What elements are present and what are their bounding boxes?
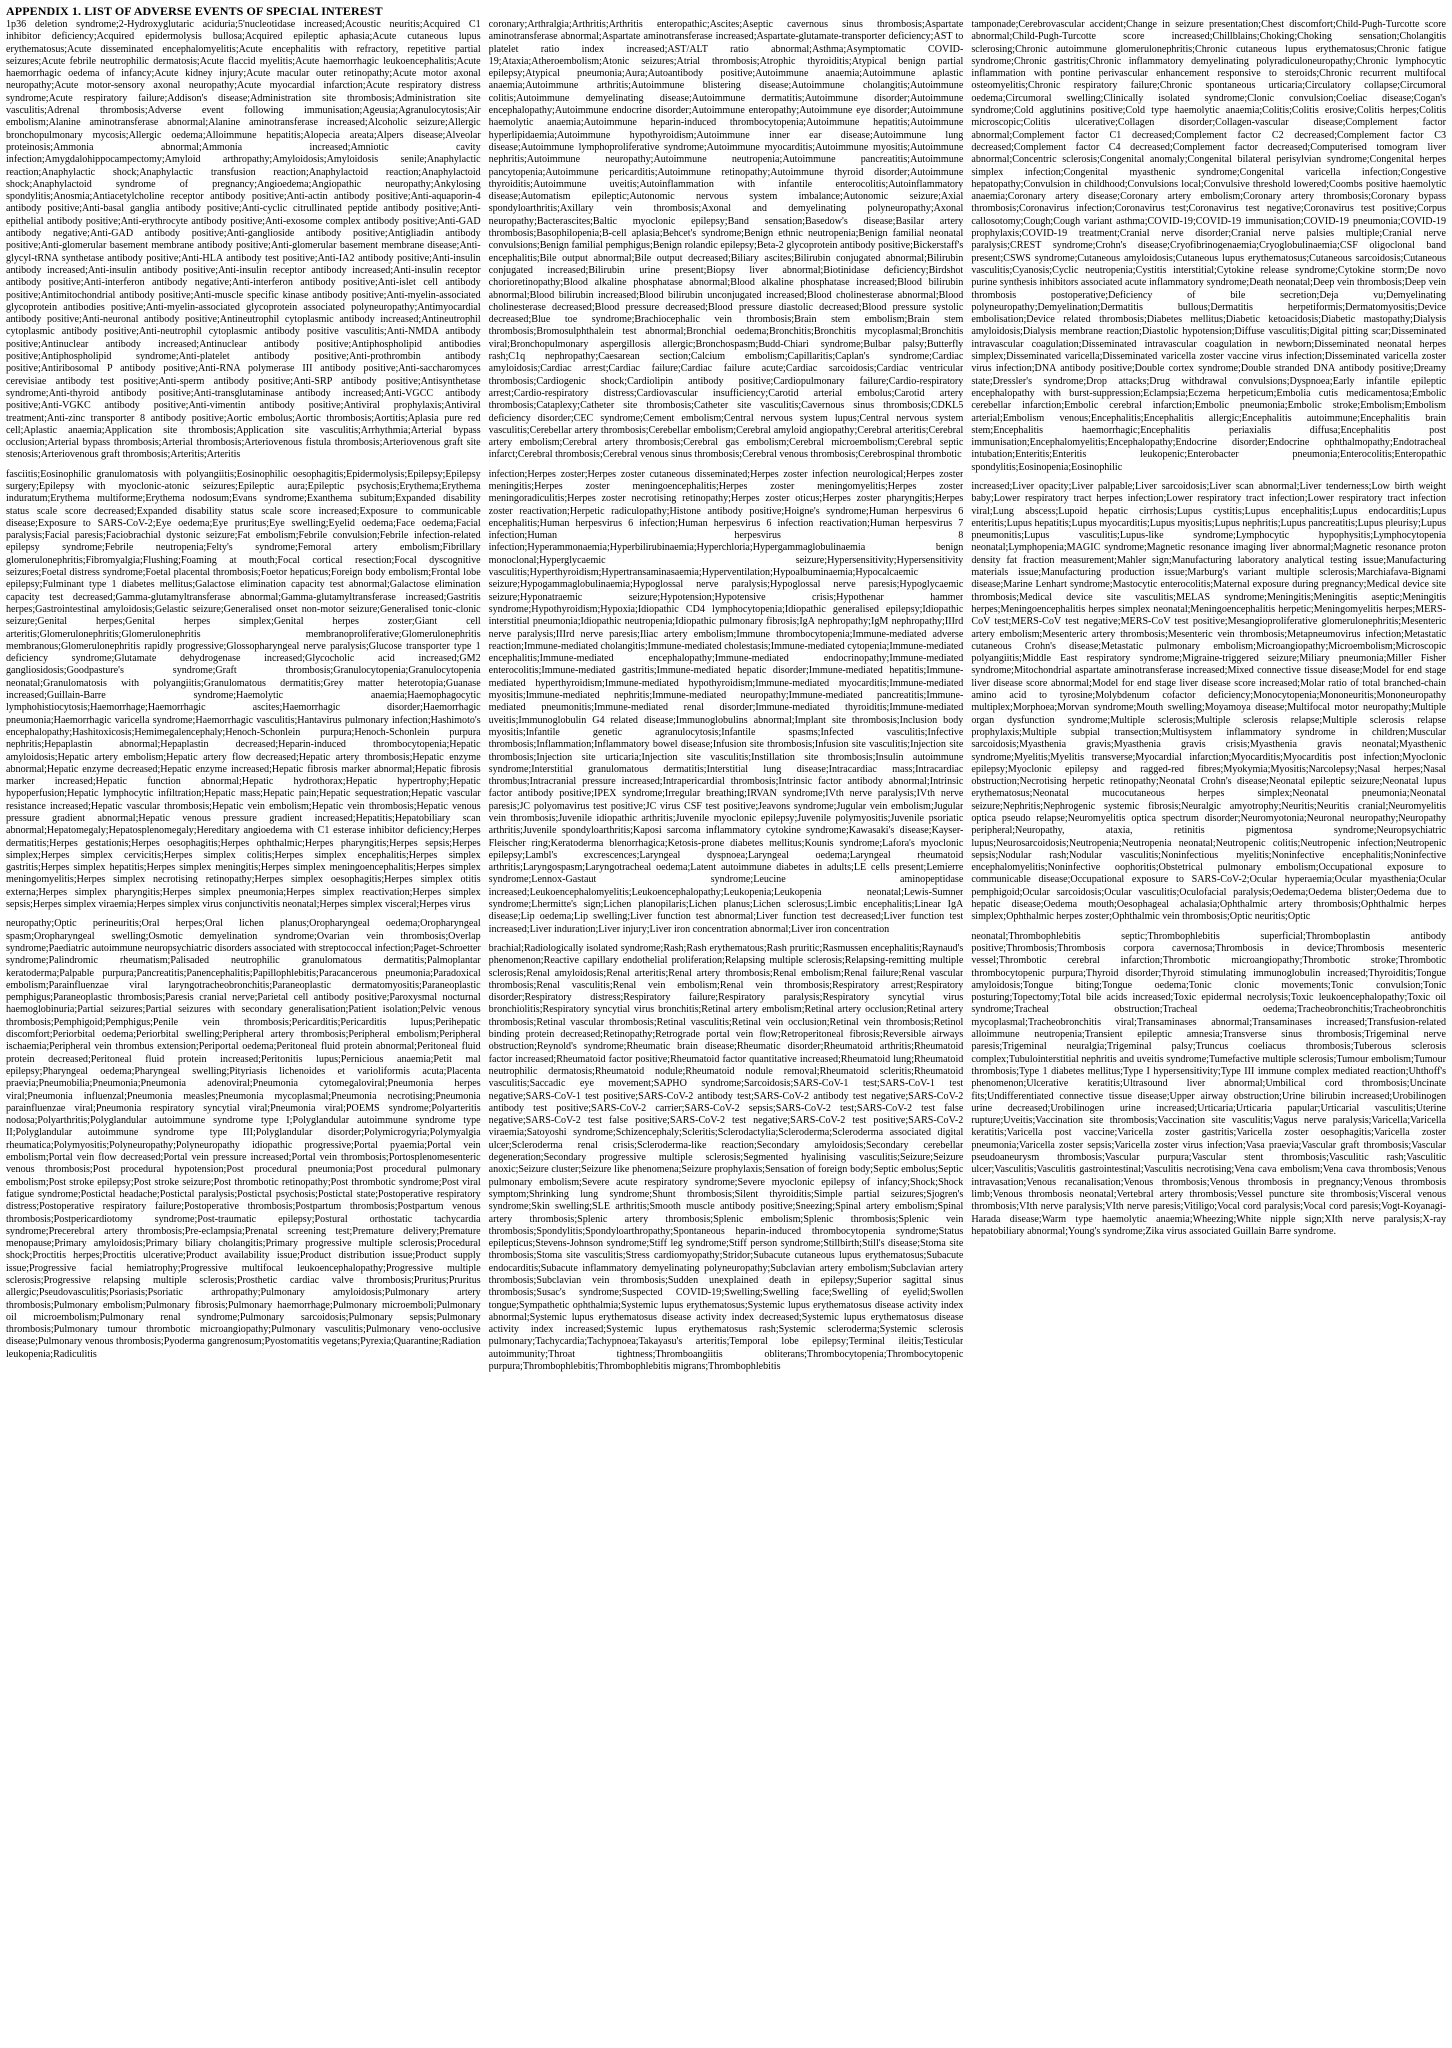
paragraph: increased;Liver opacity;Liver palpable;Liver sarcoidosis;Liver scan abnormal;Liver tenderness;Low birth weight baby;Lower respiratory tract herpes infection;Lower respiratory tract infection;Lower respiratory tract infection viral;Lung abscess;Lupoid hepatic cirrhosis;Lupus cystitis;Lupus encephalitis;Lupus endocarditis;Lupus enteritis;Lupus hepatitis;Lupus myocarditis;Lupus myositis;Lupus nephritis;Lupus pancreatitis;Lupus pleurisy;Lupus pneumonitis;Lupus vasculitis;Lupus-like syndrome;Lymphocytic hypophysitis;Lymphocytopenia neonatal;Lymphopenia;MAGIC syndrome;Magnetic resonance imaging liver abnormal;Magnetic resonance proton density fat fraction measurement;Mahler sign;Manufacturing laboratory analytical testing issue;Manufacturing materials issue;Manufacturing production issue;Marburg's variant multiple sclerosis;Marchiafava-Bignami disease;Marine Lenhart syndrome;Mastocytic enterocolitis;Maternal exposure during pregnancy;Medical device site thrombosis;Medical device site vasculitis;MELAS syndrome;Meningitis;Meningitis aseptic;Meningitis herpes;Meningoencephalitis herpes simplex neonatal;Meningoencephalitis herpetic;Meningomyelitis herpes;MERS-CoV test;MERS-CoV test negative;MERS-CoV test positive;Mesangioproliferative glomerulonephritis;Mesenteric artery embolism;Mesenteric artery thrombosis;Mesenteric vein thrombosis;Metapneumovirus infection;Metastatic cutaneous Crohn's disease;Metastatic pulmonary embolism;Microangiopathy;Microembolism;Microscopic polyangiitis;Middle East respiratory syndrome;Migraine-triggered seizure;Miliary pneumonia;Miller Fisher syndrome;Mitochondrial aspartate aminotransferase increased;Mixed connective tissue disease;Model for end stage liver disease score abnormal;Model for end stage liver disease score increased;Molar ratio of total branched-chain amino acid to tyrosine;Molybdenum cofactor deficiency;Monocytopenia;Mononeuritis;Mononeuropathy multiplex;Morphoea;Morvan syndrome;Mouth swelling;Moyamoya disease;Multifocal motor neuropathy;Multiple organ dysfunction syndrome;Multiple sclerosis;Multiple sclerosis relapse;Multiple sclerosis relapse prophylaxis;Multiple subpial transection;Multisystem inflammatory syndrome in children;Muscular sarcoidosis;Myasthenia gravis;Myasthenia gravis crisis;Myasthenia gravis neonatal;Myasthenic syndrome;Myelitis;Myelitis transverse;Myocardial infarction;Myocarditis;Myocarditis post infection;Myoclonic epilepsy;Myoclonic epilepsy and ragged-red fibres;Myokymia;Myositis;Narcolepsy;Nasal herpes;Nasal obstruction;Necrotising herpetic retinopathy;Neonatal Crohn's disease;Neonatal epileptic seizure;Neonatal lupus erythematosus;Neonatal mucocutaneous herpes simplex;Neonatal pneumonia;Neonatal seizure;Nephritis;Nephrogenic systemic fibrosis;Neuralgic amyotrophy;Neuritis;Neuritis cranial;Neuromyelitis optica pseudo relapse;Neuromyelitis optica spectrum disorder;Neuromyotonia;Neuronal neuropathy;Neuropathy peripheral;Neuropathy, ataxia, retinitis pigmentosa syndrome;Neuropsychiatric lupus;Neurosarcoidosis;Neutropenia;Neutropenia neonatal;Neutropenic colitis;Neutropenic infection;Neutropenic sepsis;Nodular rash;Nodular vasculitis;Noninfectious myelitis;Noninfective encephalitis;Noninfective encephalomyelitis;Noninfective oophoritis;Obstetrical pulmonary embolism;Occupational exposure to communicable disease;Occupational exposure to SARS-CoV-2;Ocular hyperaemia;Ocular myasthenia;Ocular pemphigoid;Ocular sarcoidosis;Ocular vasculitis;Oculofacial paralysis;Oedema;Oedema blister;Oedema due to hepatic disease;Oedema mouth;Oesophageal achalasia;Ophthalmic artery thrombosis;Ophthalmic herpes simplex;Ophthalmic herpes zoster;Ophthalmic vein thrombosis;Optic neuritis;Optic <box>971 480 1447 923</box>
paragraph: tamponade;Cerebrovascular accident;Change in seizure presentation;Chest discomfort;Child-Pugh-Turcotte score abnormal;Child-Pugh-Turcotte score increased;Chillblains;Choking;Choking sensation;Cholangitis sclerosing;Chronic autoimmune glomerulonephritis;Chronic cutaneous lupus erythematosus;Chronic fatigue syndrome;Chronic gastritis;Chronic inflammatory demyelinating polyradiculoneuropathy;Chronic lymphocytic inflammation with pontine perivascular enhancement responsive to steroids;Chronic recurrent multifocal osteomyelitis;Chronic respiratory failure;Chronic spontaneous urticaria;Circulatory collapse;Circumoral oedema;Circumoral swelling;Clinically isolated syndrome;Clonic convulsion;Coeliac disease;Cogan's syndrome;Cold agglutinins positive;Cold type haemolytic anaemia;Colitis;Colitis erosive;Colitis herpes;Colitis microscopic;Colitis ulcerative;Collagen disorder;Collagen-vascular disease;Complement factor abnormal;Complement factor C1 decreased;Complement factor C2 decreased;Complement factor C3 decreased;Complement factor C4 decreased;Complement factor decreased;Computerised tomogram liver abnormal;Concentric sclerosis;Congenital anomaly;Congenital bilateral perisylvian syndrome;Congenital herpes simplex infection;Congenital myasthenic syndrome;Congenital varicella infection;Congestive hepatopathy;Convulsion in childhood;Convulsions local;Convulsive threshold lowered;Coombs positive haemolytic anaemia;Coronary artery disease;Coronary artery embolism;Coronary artery thrombosis;Coronary bypass thrombosis;Coronavirus infection;Coronavirus test;Coronavirus test negative;Coronavirus test positive;Corpus callosotomy;Cough;Cough variant asthma;COVID-19;COVID-19 immunisation;COVID-19 pneumonia;COVID-19 prophylaxis;COVID-19 treatment;Cranial nerve disorder;Cranial nerve palsies multiple;Cranial nerve paralysis;CREST syndrome;Crohn's disease;Cryofibrinogenaemia;Cryoglobulinaemia;CSF oligoclonal band present;CSWS syndrome;Cutaneous amyloidosis;Cutaneous lupus erythematosus;Cutaneous sarcoidosis;Cutaneous vasculitis;Cyanosis;Cyclic neutropenia;Cystitis interstitial;Cytokine release syndrome;Cytokine storm;De novo purine synthesis inhibitors associated acute inflammatory syndrome;Death neonatal;Deep vein thrombosis;Deep vein thrombosis postoperative;Deficiency of bile secretion;Deja vu;Demyelinating polyneuropathy;Demyelination;Dermatitis bullous;Dermatitis herpetiformis;Dermatomyositis;Device embolisation;Device related thrombosis;Diabetes mellitus;Diabetic ketoacidosis;Diabetic mastopathy;Dialysis amyloidosis;Dialysis membrane reaction;Diastolic hypotension;Diffuse vasculitis;Digital pitting scar;Disseminated intravascular coagulation;Disseminated intravascular coagulation in newborn;Disseminated neonatal herpes simplex;Disseminated varicella;Disseminated varicella zoster vaccine virus infection;Disseminated varicella zoster virus infection;DNA antibody positive;Double cortex syndrome;Double stranded DNA antibody positive;Dreamy state;Dressler's syndrome;Drop attacks;Drug withdrawal convulsions;Dyspnoea;Early infantile epileptic encephalopathy with burst-suppression;Eclampsia;Eczema herpeticum;Embolia cutis medicamentosa;Embolic cerebellar infarction;Embolic cerebral infarction;Embolic pneumonia;Embolic stroke;Embolism;Embolism arterial;Embolism venous;Encephalitis;Encephalitis allergic;Encephalitis autoimmune;Encephalitis brain stem;Encephalitis haemorrhagic;Encephalitis periaxialis diffusa;Encephalitis post immunisation;Encephalomyelitis;Encephalopathy;Endocrine disorder;Endocrine ophthalmopathy;Endotracheal intubation;Enteritis;Enteritis leukopenic;Enterobacter pneumonia;Enterocolitis;Enteropathic spondylitis;Eosinopenia;Eosinophilic <box>971 19 1447 473</box>
paragraph: infection;Herpes zoster;Herpes zoster cutaneous disseminated;Herpes zoster infection neurological;Herpes zoster meningitis;Herpes zoster meningoencephalitis;Herpes zoster meningomyelitis;Herpes zoster meningoradiculitis;Herpes zoster necrotising retinopathy;Herpes zoster oticus;Herpes zoster pharyngitis;Herpes zoster reactivation;Herpetic radiculopathy;Histone antibody positive;Hoigne's syndrome;Human herpesvirus 6 encephalitis;Human herpesvirus 6 infection;Human herpesvirus 6 infection reactivation;Human herpesvirus 7 infection;Human herpesvirus 8 infection;Hyperammonaemia;Hyperbilirubinaemia;Hyperchloria;Hypergammaglobulinaemia benign monoclonal;Hyperglycaemic seizure;Hypersensitivity;Hypersensitivity vasculitis;Hyperthyroidism;Hypertransaminasaemia;Hyperventilation;Hypoalbuminaemia;Hypocalcaemic seizure;Hypogammaglobulinaemia;Hypoglossal nerve paralysis;Hypoglossal nerve paresis;Hypoglycaemic seizure;Hyponatraemic seizure;Hypotension;Hypotensive crisis;Hypothenar hammer syndrome;Hypothyroidism;Hypoxia;Idiopathic CD4 lymphocytopenia;Idiopathic generalised epilepsy;Idiopathic interstitial pneumonia;Idiopathic neutropenia;Idiopathic pulmonary fibrosis;IgA nephropathy;IgM nephropathy;IIIrd nerve paralysis;IIIrd nerve paresis;Iliac artery embolism;Immune thrombocytopenia;Immune-mediated adverse reaction;Immune-mediated cholangitis;Immune-mediated cholestasis;Immune-mediated cytopenia;Immune-mediated encephalitis;Immune-mediated encephalopathy;Immune-mediated endocrinopathy;Immune-mediated enterocolitis;Immune-mediated gastritis;Immune-mediated hepatic disorder;Immune-mediated hepatitis;Immune-mediated hyperthyroidism;Immune-mediated hypothyroidism;Immune-mediated myocarditis;Immune-mediated myositis;Immune-mediated nephritis;Immune-mediated neuropathy;Immune-mediated pancreatitis;Immune-mediated pneumonitis;Immune-mediated renal disorder;Immune-mediated thyroiditis;Immune-mediated uveitis;Immunoglobulin G4 related disease;Immunoglobulins abnormal;Implant site thrombosis;Inclusion body myositis;Infantile genetic agranulocytosis;Infantile spasms;Infected vasculitis;Infective thrombosis;Inflammation;Inflammatory bowel disease;Infusion site thrombosis;Infusion site vasculitis;Injection site thrombosis;Injection site urticaria;Injection site vasculitis;Instillation site thrombosis;Insulin autoimmune syndrome;Interstitial granulomatous dermatitis;Interstitial lung disease;Intracardiac mass;Intracardiac thrombus;Intracranial pressure increased;Intrapericardial thrombosis;Intrinsic factor antibody abnormal;Intrinsic factor antibody positive;IPEX syndrome;Irregular breathing;IRVAN syndrome;IVth nerve paralysis;IVth nerve paresis;JC polyomavirus test positive;JC virus CSF test positive;Jeavons syndrome;Jugular vein embolism;Jugular vein thrombosis;Juvenile idiopathic arthritis;Juvenile myoclonic epilepsy;Juvenile polymyositis;Juvenile psoriatic arthritis;Juvenile spondyloarthritis;Kaposi sarcoma inflammatory cytokine syndrome;Kawasaki's disease;Kayser-Fleischer ring;Keratoderma blenorrhagica;Ketosis-prone diabetes mellitus;Kounis syndrome;Lafora's myoclonic epilepsy;Lambl's excrescences;Laryngeal dyspnoea;Laryngeal oedema;Laryngeal rheumatoid arthritis;Laryngospasm;Laryngotracheal oedema;Latent autoimmune diabetes in adults;LE cells present;Lemierre syndrome;Lennox-Gastaut syndrome;Leucine aminopeptidase increased;Leukoencephalomyelitis;Leukoencephalopathy;Leukopenia;Leukopenia neonatal;Lewis-Sumner syndrome;Lhermitte's sign;Lichen planopilaris;Lichen planus;Lichen sclerosus;Limbic encephalitis;Linear IgA disease;Lip oedema;Lip swelling;Liver function test abnormal;Liver function test decreased;Liver function test increased;Liver induration;Liver injury;Liver iron concentration abnormal;Liver iron concentration <box>488 468 964 935</box>
column-middle <box>489 19 964 2047</box>
paragraph: fasciitis;Eosinophilic granulomatosis with polyangiitis;Eosinophilic oesophagitis;Epidermolysis;Epilepsy;Epilepsy surgery;Epilepsy with myoclonic-atonic seizures;Epileptic aura;Epileptic psychosis;Erythema;Erythema induratum;Erythema multiforme;Erythema nodosum;Evans syndrome;Exanthema subitum;Expanded disability status scale score decreased;Expanded disability status scale score increased;Exposure to communicable disease;Exposure to SARS-CoV-2;Eye oedema;Eye pruritus;Eye swelling;Eyelid oedema;Face oedema;Facial paralysis;Facial paresis;Faciobrachial dystonic seizure;Fat embolism;Febrile convulsion;Febrile infection-related epilepsy syndrome;Febrile neutropenia;Felty's syndrome;Femoral artery embolism;Fibrillary glomerulonephritis;Fibromyalgia;Flushing;Foaming at mouth;Focal cortical resection;Focal dyscognitive seizures;Foetal distress syndrome;Foetal placental thrombosis;Foetor hepaticus;Foreign body embolism;Frontal lobe epilepsy;Fulminant type 1 diabetes mellitus;Galactose elimination capacity test abnormal;Galactose elimination capacity test decreased;Gamma-glutamyltransferase abnormal;Gamma-glutamyltransferase increased;Gastritis herpes;Gastrointestinal amyloidosis;Gelastic seizure;Generalised onset non-motor seizure;Generalised tonic-clonic seizure;Genital herpes;Genital herpes simplex;Genital herpes zoster;Giant cell arteritis;Glomerulonephritis;Glomerulonephritis membranoproliferative;Glomerulonephritis membranous;Glomerulonephritis rapidly progressive;Glossopharyngeal nerve paralysis;Glucose transporter type 1 deficiency syndrome;Glutamate dehydrogenase increased;Glycocholic acid increased;GM2 gangliosidosis;Goodpasture's syndrome;Graft thrombosis;Granulocytopenia;Granulocytopenia neonatal;Granulomatosis with polyangiitis;Granulomatous dermatitis;Grey matter heterotopia;Guanase increased;Guillain-Barre syndrome;Haemolytic anaemia;Haemophagocytic lymphohistiocytosis;Haemorrhage;Haemorrhagic ascites;Haemorrhagic disorder;Haemorrhagic pneumonia;Haemorrhagic varicella syndrome;Haemorrhagic vasculitis;Hantavirus pulmonary infection;Hashimoto's encephalopathy;Hashitoxicosis;Hemimegalencephaly;Henoch-Schonlein purpura;Henoch-Schonlein purpura nephritis;Hepaplastin abnormal;Hepaplastin decreased;Heparin-induced thrombocytopenia;Hepatic amyloidosis;Hepatic artery embolism;Hepatic artery flow decreased;Hepatic artery thrombosis;Hepatic enzyme abnormal;Hepatic enzyme decreased;Hepatic enzyme increased;Hepatic fibrosis marker abnormal;Hepatic fibrosis marker increased;Hepatic function abnormal;Hepatic hydrothorax;Hepatic hypertrophy;Hepatic hypoperfusion;Hepatic lymphocytic infiltration;Hepatic mass;Hepatic pain;Hepatic sequestration;Hepatic vascular resistance increased;Hepatic vascular thrombosis;Hepatic vein embolism;Hepatic vein thrombosis;Hepatic venous pressure gradient abnormal;Hepatic venous pressure gradient increased;Hepatitis;Hepatobiliary scan abnormal;Hepatomegaly;Hepatosplenomegaly;Hereditary angioedema with C1 esterase inhibitor deficiency;Herpes dermatitis;Herpes gestationis;Herpes oesophagitis;Herpes ophthalmic;Herpes pharyngitis;Herpes sepsis;Herpes simplex;Herpes simplex cervicitis;Herpes simplex colitis;Herpes simplex encephalitis;Herpes simplex gastritis;Herpes simplex hepatitis;Herpes simplex meningitis;Herpes simplex meningoencephalitis;Herpes simplex meningomyelitis;Herpes simplex necrotising retinopathy;Herpes simplex oesophagitis;Herpes simplex otitis externa;Herpes simplex pharyngitis;Herpes simplex pneumonia;Herpes simplex reactivation;Herpes simplex sepsis;Herpes simplex viraemia;Herpes simplex virus conjunctivitis neonatal;Herpes simplex visceral;Herpes virus <box>6 468 481 911</box>
paragraph: neonatal;Thrombophlebitis septic;Thrombophlebitis superficial;Thromboplastin antibody positive;Thrombosis;Thrombosis corpora cavernosa;Thrombosis in device;Thrombosis mesenteric vessel;Thrombotic cerebral infarction;Thrombotic microangiopathy;Thrombotic stroke;Thrombotic thrombocytopenic purpura;Thyroid disorder;Thyroid stimulating immunoglobulin increased;Thyroiditis;Tongue amyloidosis;Tongue biting;Tongue oedema;Tonic clonic movements;Tonic convulsion;Tonic posturing;Topectomy;Total bile acids increased;Toxic epidermal necrolysis;Toxic leukoencephalopathy;Toxic oil syndrome;Tracheal obstruction;Tracheal oedema;Tracheobronchitis;Tracheobronchitis mycoplasmal;Tracheobronchitis viral;Transaminases abnormal;Transaminases increased;Transfusion-related alloimmune neutropenia;Transient epileptic amnesia;Transverse sinus thrombosis;Trigeminal nerve paresis;Trigeminal neuralgia;Trigeminal palsy;Truncus coeliacus thrombosis;Tuberous sclerosis complex;Tubulointerstitial nephritis and uveitis syndrome;Tumefactive multiple sclerosis;Tumour embolism;Tumour thrombosis;Type 1 diabetes mellitus;Type I hypersensitivity;Type III immune complex mediated reaction;Uhthoff's phenomenon;Ulcerative keratitis;Ultrasound liver abnormal;Umbilical cord thrombosis;Uncinate fits;Undifferentiated connective tissue disease;Upper airway obstruction;Urine bilirubin increased;Urobilinogen urine decreased;Urobilinogen urine increased;Urticaria;Urticaria papular;Urticarial vasculitis;Uterine rupture;Uveitis;Vaccination site thrombosis;Vaccination site vasculitis;Vagus nerve paralysis;Varicella;Varicella keratitis;Varicella post vaccine;Varicella zoster gastritis;Varicella zoster oesophagitis;Varicella zoster pneumonia;Varicella zoster sepsis;Varicella zoster virus infection;Vasa praevia;Vascular graft thrombosis;Vascular pseudoaneurysm thrombosis;Vascular purpura;Vascular stent thrombosis;Vasculitic rash;Vasculitic ulcer;Vasculitis;Vasculitis gastrointestinal;Vasculitis necrotising;Vena cava embolism;Vena cava thrombosis;Venous intravasation;Venous recanalisation;Venous thrombosis;Venous thrombosis in pregnancy;Venous thrombosis limb;Venous thrombosis neonatal;Vertebral artery thrombosis;Vessel puncture site thrombosis;Visceral venous thrombosis;VIth nerve paralysis;VIth nerve paresis;Vitiligo;Vocal cord paralysis;Vocal cord paresis;Vogt-Koyanagi-Harada disease;Warm type haemolytic anaemia;Wheezing;White nipple sign;XIth nerve paralysis;X-ray hepatobiliary abnormal;Young's syndrome;Zika virus associated Guillain Barre syndrome. <box>971 930 1447 1237</box>
paragraph: coronary;Arthralgia;Arthritis;Arthritis enteropathic;Ascites;Aseptic cavernous sinus thrombosis;Aspartate aminotransferase abnormal;Aspartate aminotransferase increased;Aspartate-glutamate-transporter deficiency;AST to platelet ratio index increased;AST/ALT ratio abnormal;Asthma;Asymptomatic COVID-19;Ataxia;Atheroembolism;Atonic seizures;Atrial thrombosis;Atrophic thyroiditis;Atypical benign partial epilepsy;Atypical pneumonia;Aura;Autoantibody positive;Autoimmune anaemia;Autoimmune aplastic anaemia;Autoimmune arthritis;Autoimmune blistering disease;Autoimmune cholangitis;Autoimmune colitis;Autoimmune demyelinating disease;Autoimmune dermatitis;Autoimmune disorder;Autoimmune encephalopathy;Autoimmune endocrine disorder;Autoimmune enteropathy;Autoimmune eye disorder;Autoimmune haemolytic anaemia;Autoimmune heparin-induced thrombocytopenia;Autoimmune hepatitis;Autoimmune hyperlipidaemia;Autoimmune hypothyroidism;Autoimmune inner ear disease;Autoimmune lung disease;Autoimmune lymphoproliferative syndrome;Autoimmune myocarditis;Autoimmune myositis;Autoimmune nephritis;Autoimmune neuropathy;Autoimmune neutropenia;Autoimmune pancreatitis;Autoimmune pancytopenia;Autoimmune pericarditis;Autoimmune retinopathy;Autoimmune thyroid disorder;Autoimmune thyroiditis;Autoimmune uveitis;Autoinflammation with infantile enterocolitis;Autoinflammatory disease;Automatism epileptic;Autonomic nervous system imbalance;Autonomic seizure;Axial spondyloarthritis;Axillary vein thrombosis;Axonal and demyelinating polyneuropathy;Axonal neuropathy;Bacterascites;Baltic myoclonic epilepsy;Band sensation;Basedow's disease;Basilar artery thrombosis;Basophilopenia;B-cell aplasia;Behcet's syndrome;Benign ethnic neutropenia;Benign familial neonatal convulsions;Benign familial pemphigus;Benign rolandic epilepsy;Beta-2 glycoprotein antibody positive;Bickerstaff's encephalitis;Bile output abnormal;Bile output decreased;Biliary ascites;Bilirubin conjugated abnormal;Bilirubin conjugated increased;Bilirubin urine present;Biopsy liver abnormal;Biotinidase deficiency;Birdshot chorioretinopathy;Blood alkaline phosphatase abnormal;Blood alkaline phosphatase increased;Blood bilirubin abnormal;Blood bilirubin increased;Blood bilirubin unconjugated increased;Blood cholinesterase abnormal;Blood cholinesterase decreased;Blood pressure decreased;Blood pressure diastolic decreased;Blood pressure systolic decreased;Blue toe syndrome;Brachiocephalic vein thrombosis;Brain stem embolism;Brain stem thrombosis;Bromosulphthalein test abnormal;Bronchial oedema;Bronchitis;Bronchitis mycoplasmal;Bronchitis viral;Bronchopulmonary aspergillosis allergic;Bronchospasm;Budd-Chiari syndrome;Bulbar palsy;Butterfly rash;C1q nephropathy;Caesarean section;Calcium embolism;Capillaritis;Caplan's syndrome;Cardiac amyloidosis;Cardiac arrest;Cardiac failure;Cardiac failure acute;Cardiac sarcoidosis;Cardiac ventricular thrombosis;Cardiogenic shock;Cardiolipin antibody positive;Cardiopulmonary failure;Cardio-respiratory arrest;Cardio-respiratory distress;Cardiovascular insufficiency;Carotid arterial embolus;Carotid artery thrombosis;Cataplexy;Catheter site thrombosis;Catheter site vasculitis;Cavernous sinus thrombosis;CDKL5 deficiency disorder;CEC syndrome;Cement embolism;Central nervous system lupus;Central nervous system vasculitis;Cerebellar artery thrombosis;Cerebellar embolism;Cerebral amyloid angiopathy;Cerebral arteritis;Cerebral artery embolism;Cerebral artery thrombosis;Cerebral gas embolism;Cerebral microembolism;Cerebral septic infarct;Cerebral thrombosis;Cerebral venous sinus thrombosis;Cerebral venous thrombosis;Cerebrospinal thrombotic <box>488 19 964 461</box>
column-right <box>971 19 1446 2047</box>
paragraph: 1p36 deletion syndrome;2-Hydroxyglutaric aciduria;5'nucleotidase increased;Acoustic neuritis;Acquired C1 inhibitor deficiency;Acquired epidermolysis bullosa;Acquired epileptic aphasia;Acute cutaneous lupus erythematosus;Acute disseminated encephalomyelitis;Acute encephalitis with refractory, repetitive partial seizures;Acute febrile neutrophilic dermatosis;Acute flaccid myelitis;Acute haemorrhagic leukoencephalitis;Acute haemorrhagic oedema of infancy;Acute kidney injury;Acute macular outer retinopathy;Acute motor axonal neuropathy;Acute motor-sensory axonal neuropathy;Acute myocardial infarction;Acute respiratory distress syndrome;Acute respiratory failure;Addison's disease;Administration site thrombosis;Administration site vasculitis;Adrenal thrombosis;Adverse event following immunisation;Ageusia;Agranulocytosis;Air embolism;Alanine aminotransferase abnormal;Alanine aminotransferase increased;Alcoholic seizure;Allergic bronchopulmonary mycosis;Allergic oedema;Alloimmune hepatitis;Alopecia areata;Alpers disease;Alveolar proteinosis;Ammonia abnormal;Ammonia increased;Amniotic cavity infection;Amygdalohippocampectomy;Amyloid arthropathy;Amyloidosis;Amyloidosis senile;Anaphylactic reaction;Anaphylactic shock;Anaphylactic transfusion reaction;Anaphylactoid reaction;Anaphylactoid shock;Anaphylactoid syndrome of pregnancy;Angioedema;Angiopathic neuropathy;Ankylosing spondylitis;Anosmia;Antiacetylcholine receptor antibody positive;Anti-actin antibody positive;Anti-aquaporin-4 antibody positive;Anti-basal ganglia antibody positive;Anti-cyclic citrullinated peptide antibody positive;Anti-epithelial antibody positive;Anti-erythrocyte antibody positive;Anti-exosome complex antibody positive;Anti-GAD antibody negative;Anti-GAD antibody positive;Anti-ganglioside antibody positive;Antigliadin antibody positive;Anti-glomerular basement membrane antibody positive;Anti-glomerular basement membrane disease;Anti-glycyl-tRNA synthetase antibody positive;Anti-HLA antibody test positive;Anti-IA2 antibody positive;Anti-insulin antibody increased;Anti-insulin antibody positive;Anti-insulin receptor antibody increased;Anti-insulin receptor antibody positive;Anti-interferon antibody negative;Anti-interferon antibody positive;Anti-islet cell antibody positive;Antimitochondrial antibody positive;Anti-muscle specific kinase antibody positive;Anti-myelin-associated glycoprotein antibodies positive;Anti-myelin-associated glycoprotein associated polyneuropathy;Antimyocardial antibody positive;Anti-neuronal antibody positive;Antineutrophil cytoplasmic antibody increased;Antineutrophil cytoplasmic antibody positive;Anti-neutrophil cytoplasmic antibody positive vasculitis;Anti-NMDA antibody positive;Antinuclear antibody increased;Antinuclear antibody positive;Antiphospholipid antibodies positive;Antiphospholipid syndrome;Anti-platelet antibody positive;Anti-prothrombin antibody positive;Antiribosomal P antibody positive;Anti-RNA polymerase III antibody positive;Anti-saccharomyces cerevisiae antibody test positive;Anti-sperm antibody positive;Anti-SRP antibody positive;Antisynthetase syndrome;Anti-thyroid antibody positive;Anti-transglutaminase antibody increased;Anti-VGCC antibody positive;Anti-VGKC antibody positive;Anti-vimentin antibody positive;Antiviral prophylaxis;Antiviral treatment;Anti-zinc transporter 8 antibody positive;Aortic embolus;Aortic thrombosis;Aortitis;Aplasia pure red cell;Aplastic anaemia;Application site thrombosis;Application site vasculitis;Arrhythmia;Arterial bypass occlusion;Arterial bypass thrombosis;Arterial thrombosis;Arteriovenous fistula thrombosis;Arteriovenous graft site stenosis;Arteriovenous graft thrombosis;Arteritis;Arteritis <box>6 19 481 461</box>
paragraph: brachial;Radiologically isolated syndrome;Rash;Rash erythematous;Rash pruritic;Rasmussen encephalitis;Raynaud's phenomenon;Reactive capillary endothelial proliferation;Relapsing multiple sclerosis;Relapsing-remitting multiple sclerosis;Renal amyloidosis;Renal arteritis;Renal artery thrombosis;Renal embolism;Renal failure;Renal vascular thrombosis;Renal vasculitis;Renal vein embolism;Renal vein thrombosis;Respiratory arrest;Respiratory disorder;Respiratory distress;Respiratory failure;Respiratory paralysis;Respiratory syncytial virus bronchiolitis;Respiratory syncytial virus bronchitis;Retinal artery embolism;Retinal artery occlusion;Retinal artery thrombosis;Retinal vascular thrombosis;Retinal vasculitis;Retinal vein occlusion;Retinal vein thrombosis;Retinol binding protein decreased;Retinopathy;Retrograde portal vein flow;Retroperitoneal fibrosis;Reversible airways obstruction;Reynold's syndrome;Rheumatic brain disease;Rheumatic disorder;Rheumatoid arthritis;Rheumatoid factor increased;Rheumatoid factor positive;Rheumatoid factor quantitative increased;Rheumatoid lung;Rheumatoid neutrophilic dermatosis;Rheumatoid nodule;Rheumatoid nodule removal;Rheumatoid scleritis;Rheumatoid vasculitis;Saccadic eye movement;SAPHO syndrome;Sarcoidosis;SARS-CoV-1 test;SARS-CoV-1 test negative;SARS-CoV-1 test positive;SARS-CoV-2 antibody test;SARS-CoV-2 antibody test negative;SARS-CoV-2 antibody test positive;SARS-CoV-2 carrier;SARS-CoV-2 sepsis;SARS-CoV-2 test;SARS-CoV-2 test false negative;SARS-CoV-2 test false positive;SARS-CoV-2 test negative;SARS-CoV-2 test positive;SARS-CoV-2 viraemia;Satoyoshi syndrome;Schizencephaly;Scleritis;Sclerodactylia;Scleroderma;Scleroderma associated digital ulcer;Scleroderma renal crisis;Scleroderma-like reaction;Secondary amyloidosis;Secondary cerebellar degeneration;Secondary progressive multiple sclerosis;Segmented hyalinising vasculitis;Seizure;Seizure anoxic;Seizure cluster;Seizure like phenomena;Seizure prophylaxis;Sensation of foreign body;Septic embolus;Septic pulmonary embolism;Severe acute respiratory syndrome;Severe myoclonic epilepsy of infancy;Shock;Shock symptom;Shrinking lung syndrome;Shunt thrombosis;Silent thyroiditis;Simple partial seizures;Sjogren's syndrome;Skin swelling;SLE arthritis;Smooth muscle antibody positive;Sneezing;Spinal artery embolism;Spinal artery thrombosis;Splenic artery thrombosis;Splenic embolism;Splenic thrombosis;Splenic vein thrombosis;Spondylitis;Spondyloarthropathy;Spontaneous heparin-induced thrombocytopenia syndrome;Status epilepticus;Stevens-Johnson syndrome;Stiff leg syndrome;Stiff person syndrome;Stillbirth;Still's disease;Stoma site thrombosis;Stoma site vasculitis;Stress cardiomyopathy;Stridor;Subacute cutaneous lupus erythematosus;Subacute endocarditis;Subacute inflammatory demyelinating polyneuropathy;Subclavian artery embolism;Subclavian artery thrombosis;Subclavian vein thrombosis;Sudden unexplained death in epilepsy;Superior sagittal sinus thrombosis;Susac's syndrome;Suspected COVID-19;Swelling;Swelling face;Swelling of eyelid;Swollen tongue;Sympathetic ophthalmia;Systemic lupus erythematosus;Systemic lupus erythematosus disease activity index abnormal;Systemic lupus erythematosus disease activity index decreased;Systemic lupus erythematosus disease activity index increased;Systemic lupus erythematosus rash;Systemic scleroderma;Systemic sclerosis pulmonary;Tachycardia;Tachypnoea;Takayasu's arteritis;Temporal lobe epilepsy;Terminal ileitis;Testicular autoimmunity;Throat tightness;Thromboangiitis obliterans;Thrombocytopenia;Thrombocytopenic purpura;Thrombophlebitis;Thrombophlebitis migrans;Thrombophlebitis <box>488 942 964 1373</box>
appendix-heading: APPENDIX 1. LIST OF ADVERSE EVENTS OF SPECIAL INTEREST <box>6 4 383 18</box>
column-left <box>6 19 481 2047</box>
paragraph: neuropathy;Optic perineuritis;Oral herpes;Oral lichen planus;Oropharyngeal oedema;Oropharyngeal spasm;Oropharyngeal swelling;Osmotic demyelination syndrome;Ovarian vein thrombosis;Overlap syndrome;Paediatric autoimmune neuropsychiatric disorders associated with streptococcal infection;Paget-Schroetter syndrome;Palindromic rheumatism;Palisaded neutrophilic granulomatous dermatitis;Palmoplantar keratoderma;Palpable purpura;Pancreatitis;Panencephalitis;Papillophlebitis;Paracancerous pneumonia;Paradoxical embolism;Parainfluenzae viral laryngotracheobronchitis;Paraneoplastic dermatomyositis;Paraneoplastic pemphigus;Paraneoplastic thrombosis;Paresis cranial nerve;Parietal cell antibody positive;Paroxysmal nocturnal haemoglobinuria;Partial seizures;Partial seizures with secondary generalisation;Patient isolation;Pelvic venous thrombosis;Pemphigoid;Pemphigus;Penile vein thrombosis;Pericarditis;Pericarditis lupus;Perihepatic discomfort;Periorbital oedema;Periorbital swelling;Peripheral artery thrombosis;Peripheral embolism;Peripheral ischaemia;Peripheral vein thrombus extension;Periportal oedema;Peritoneal fluid protein abnormal;Peritoneal fluid protein decreased;Peritoneal fluid protein increased;Peritonitis lupus;Pernicious anaemia;Petit mal epilepsy;Pharyngeal oedema;Pharyngeal swelling;Pityriasis lichenoides et varioliformis acuta;Placenta praevia;Pneumobilia;Pneumonia;Pneumonia adenoviral;Pneumonia cytomegaloviral;Pneumonia herpes viral;Pneumonia influenzal;Pneumonia measles;Pneumonia mycoplasmal;Pneumonia necrotising;Pneumonia parainfluenzae viral;Pneumonia respiratory syncytial viral;Pneumonia viral;POEMS syndrome;Polyarteritis nodosa;Polyarthritis;Polyglandular autoimmune syndrome type I;Polyglandular autoimmune syndrome type II;Polyglandular autoimmune syndrome type III;Polyglandular disorder;Polymicrogyria;Polymyalgia rheumatica;Polymyositis;Polyneuropathy;Polyneuropathy idiopathic progressive;Portal pyaemia;Portal vein embolism;Portal vein flow decreased;Portal vein pressure increased;Portal vein thrombosis;Portosplenomesenteric venous thrombosis;Post procedural hypotension;Post procedural pneumonia;Post procedural pulmonary embolism;Post stroke epilepsy;Post stroke seizure;Post thrombotic retinopathy;Post thrombotic syndrome;Post viral fatigue syndrome;Postictal headache;Postictal paralysis;Postictal psychosis;Postictal state;Postoperative respiratory distress;Postoperative respiratory failure;Postoperative thrombosis;Postpartum thrombosis;Postpartum venous thrombosis;Postpericardiotomy syndrome;Post-traumatic epilepsy;Postural orthostatic tachycardia syndrome;Precerebral artery thrombosis;Pre-eclampsia;Prenatal screening test;Premature delivery;Premature menopause;Primary amyloidosis;Primary biliary cholangitis;Primary progressive multiple sclerosis;Procedural shock;Proctitis herpes;Proctitis ulcerative;Product availability issue;Product distribution issue;Product supply issue;Progressive facial hemiatrophy;Progressive multifocal leukoencephalopathy;Progressive multiple sclerosis;Progressive relapsing multiple sclerosis;Prosthetic cardiac valve thrombosis;Pruritus;Pruritus allergic;Pseudovasculitis;Psoriasis;Psoriatic arthropathy;Pulmonary amyloidosis;Pulmonary artery thrombosis;Pulmonary embolism;Pulmonary fibrosis;Pulmonary haemorrhage;Pulmonary microemboli;Pulmonary oil microembolism;Pulmonary renal syndrome;Pulmonary sarcoidosis;Pulmonary sepsis;Pulmonary thrombosis;Pulmonary tumour thrombotic microangiopathy;Pulmonary vasculitis;Pulmonary veno-occlusive disease;Pulmonary venous thrombosis;Pyoderma gangrenosum;Pyostomatitis vegetans;Pyrexia;Quarantine;Radiation leukopenia;Radiculitis <box>6 918 481 1360</box>
text-columns <box>6 19 1446 2047</box>
